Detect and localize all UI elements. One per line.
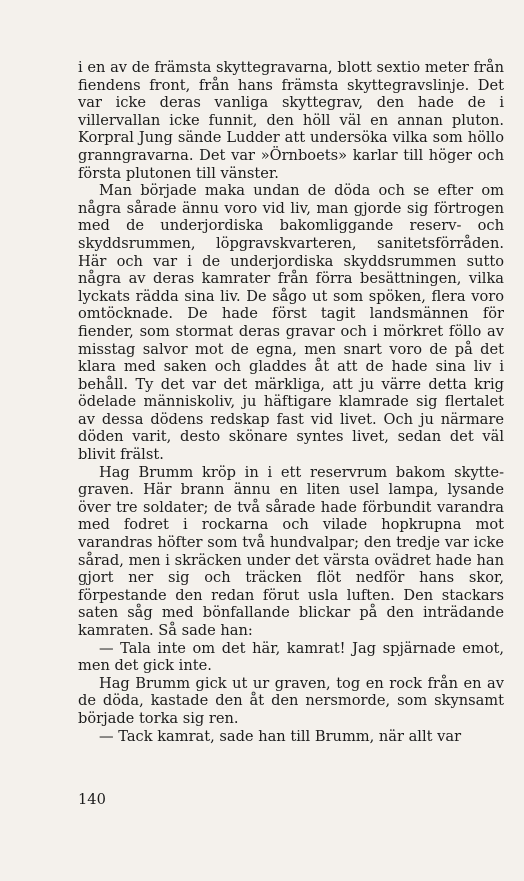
paragraph: Hag Brumm kröp in i ett reservrum bakom skyttegraven. Här brann ännu en liten usel lampa, lysande över tre soldater; de två sårade hade förbundit varandra med fodret i rockarna och vilade hopkrupna mot varandras höfter som två hundvalpar; den tredje var icke sårad, men i skräcken under det värsta ovädret hade han gjort ner sig och träcken flöt nedför hans skor, förpestande den redan förut usla luften. Den stackars saten såg med bönfallande blickar på den inträdande kamraten. Så sade han: — [78, 463, 504, 639]
paragraph: — Tack kamrat, sade han till Brumm, när allt var — [99, 727, 462, 745]
paragraph: Hag Brumm gick ut ur graven, tog en rock från en av de döda, kastade den åt den nersmorde, som skynsamt började torka sig ren. — [78, 674, 504, 727]
paragraph: — Tala inte om det här, kamrat! Jag spjärnade emot, men det gick inte. — [78, 639, 504, 675]
page-number: 140 — [78, 791, 106, 808]
paragraph: i en av de främsta skyttegravarna, blott sextio meter från fiendens front, från hans främsta skyttegravslinje. Det var icke deras vanliga skyttegrav, den hade de i villervallan icke funnit, den höll väl en annan pluton. Korpral Jung sände Ludder att undersöka vilka som höllo granngravarna. Det var »Örnboets» karlar till höger och första plutonen till vänster. — [78, 59, 504, 182]
paragraph: Man började maka undan de döda och se efter om några sårade ännu voro vid liv, man gjorde sig förtrogen med de underjordiska bakomliggande reserv- och skyddsrummen, löpgravskvarteren, sanitetsförråden. Här och var i de underjordiska skyddsrummen sutto några av deras kamrater från förra besättningen, vilka lyckats rädda sina liv. De sågo ut som spöken, flera voro omtöcknade. De hade först tagit landsmännen för fiender, som stormat deras gravar och i mörkret föllo av misstag salvor mot de egna, men snart voro de på det klara med saken och gladdes åt att de hade sina liv i behåll. Ty det var det märkliga, att ju värre detta krig ödelade människoliv, ju häftigare klamrade sig flertalet av dessa dödens redskap fast vid livet. Och ju närmare döden varit, desto skönare syntes livet, sedan det väl blivit frälst. — [78, 182, 504, 464]
body-text — [78, 59, 504, 745]
